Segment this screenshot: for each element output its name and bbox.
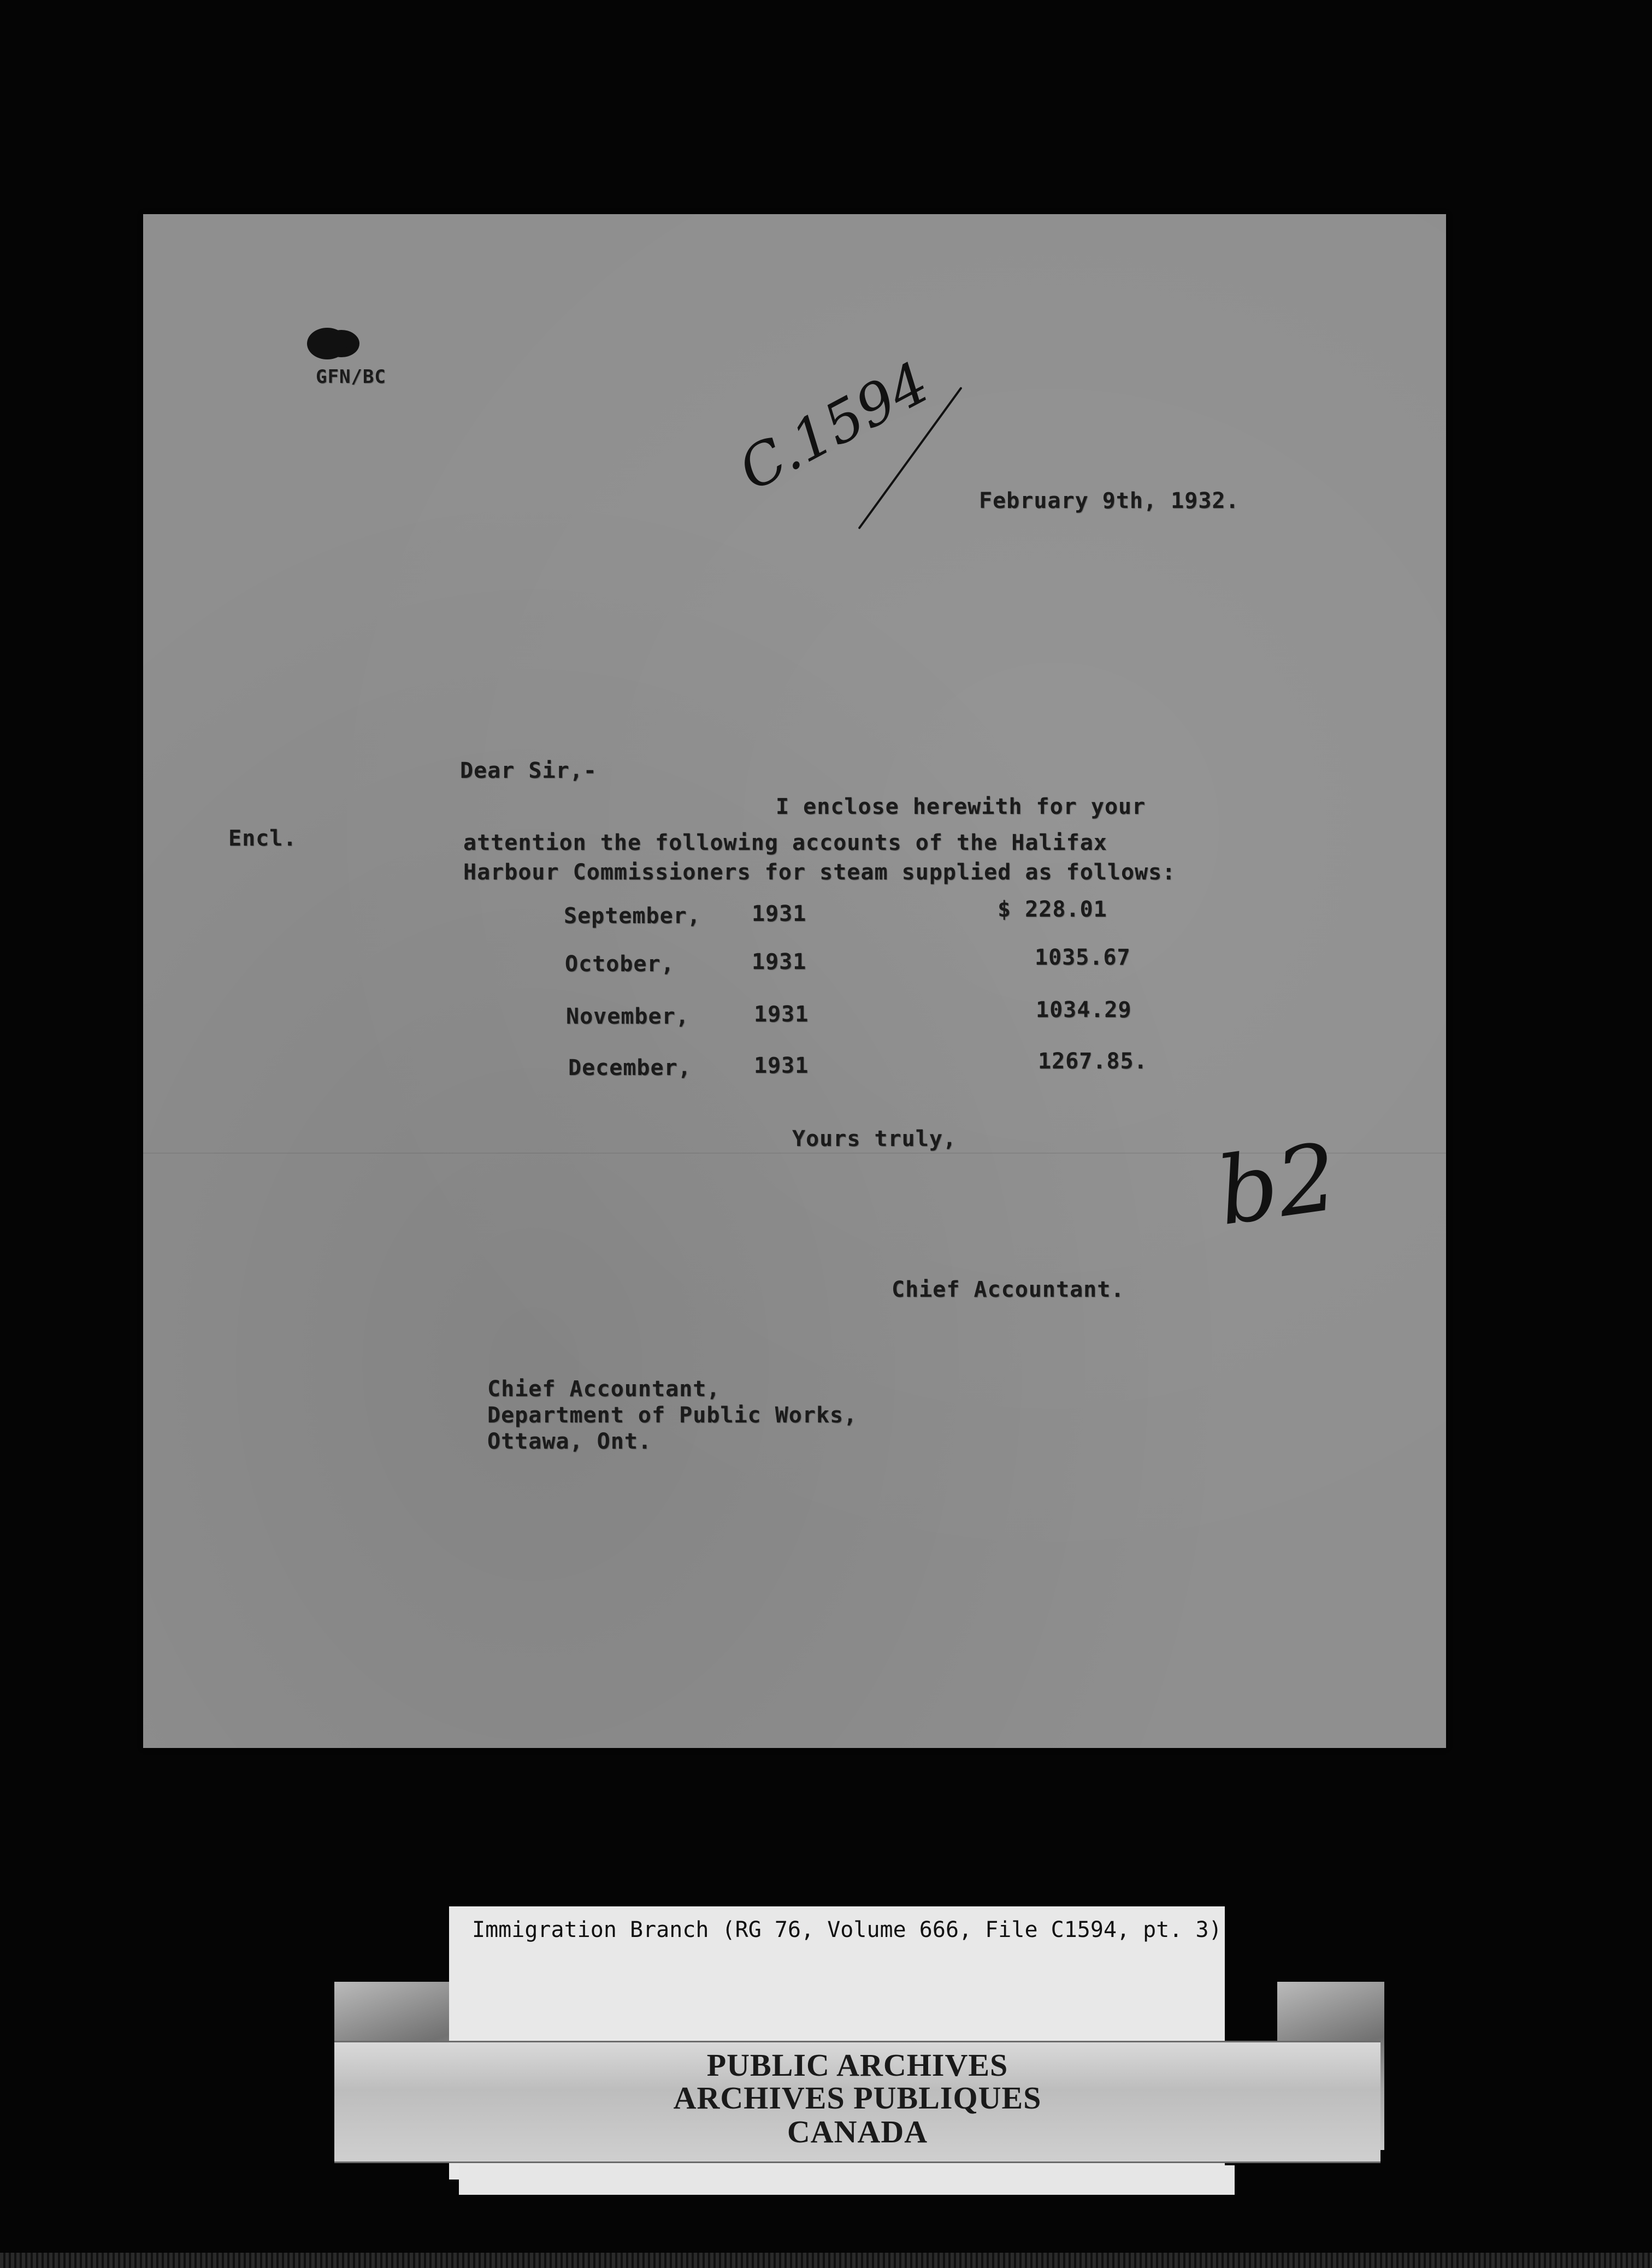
signature-title: Chief Accountant. [892, 1277, 1125, 1302]
account-amount: 1267.85. [1038, 1049, 1148, 1074]
letter-date: February 9th, 1932. [979, 488, 1240, 513]
archive-label-bottom [459, 2165, 1235, 2195]
stamp-line-2: ARCHIVES PUBLIQUES [673, 2080, 1042, 2116]
file-number-note: C.1594 [728, 349, 940, 504]
account-year: 1931 [754, 1053, 809, 1078]
ink-blot [307, 328, 347, 359]
account-month: November, [566, 1004, 689, 1029]
stamp-line-3: CANADA [787, 2114, 928, 2149]
body-line-3: Harbour Commissioners for steam supplied as follows: [463, 860, 1176, 885]
letter-page [143, 214, 1446, 1748]
reference-code: GFN/BC [316, 366, 386, 388]
account-month: September, [564, 903, 701, 929]
body-line-2: attention the following accounts of the Halifax [463, 830, 1107, 855]
account-amount: $ 228.01 [998, 897, 1107, 922]
account-month: October, [565, 952, 675, 977]
handwritten-mark: b2 [1211, 1123, 1344, 1247]
stamp-line-1: PUBLIC ARCHIVES [706, 2047, 1008, 2083]
addressee-line-1: Chief Accountant, [487, 1377, 721, 1402]
addressee-line-2: Department of Public Works, [487, 1403, 858, 1428]
margin-note: Encl. [228, 826, 297, 851]
archive-citation: Immigration Branch (RG 76, Volume 666, File C1594, pt. 3) [472, 1917, 1222, 1942]
salutation: Dear Sir,- [460, 758, 597, 783]
account-year: 1931 [754, 1002, 809, 1027]
account-amount: 1035.67 [1035, 945, 1131, 970]
account-year: 1931 [752, 901, 807, 926]
closing: Yours truly, [792, 1126, 957, 1151]
addressee-line-3: Ottawa, Ont. [487, 1429, 652, 1454]
account-year: 1931 [752, 949, 807, 974]
account-month: December, [568, 1055, 692, 1080]
film-edge [0, 2253, 1652, 2268]
body-line-1: I enclose herewith for your [776, 794, 1146, 819]
account-amount: 1034.29 [1036, 997, 1132, 1023]
